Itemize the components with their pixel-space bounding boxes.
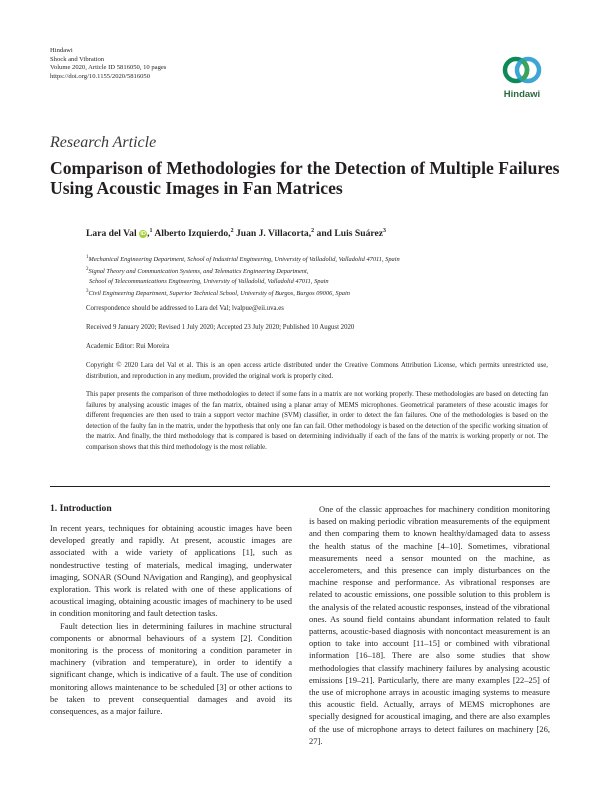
affiliation-row bbox=[86, 265, 556, 277]
affiliation-row bbox=[86, 253, 556, 265]
section-divider bbox=[50, 486, 550, 487]
orcid-icon[interactable]: iD bbox=[140, 231, 146, 238]
affiliation-text: Civil Engineering Department, Superior Technical School, University of Burgos, Burgos 09006, Spain bbox=[88, 290, 350, 298]
hindawi-logo bbox=[496, 52, 548, 102]
body-paragraph: In recent years, techniques for obtaining acoustic images have been developed greatly and rapidly. At present, acoustic images are associated with a wide variety of applications [1], such as nondestructive testing of materials, medical imaging, underwater imaging, SONAR (SOund NAvigation and Ranging), and geophysical exploration. This work is related with one of these applications of acoustical imaging, obtaining acoustic images of machinery to be used in condition monitoring and fault detection tasks. bbox=[50, 523, 292, 619]
left-column bbox=[50, 522, 292, 717]
author-name[interactable]: Lara del Val bbox=[86, 228, 137, 240]
correspondence: Correspondence should be addressed to Lara del Val; lvalpue@eii.uva.es bbox=[86, 305, 284, 312]
affiliation-row bbox=[86, 287, 556, 299]
right-column: One of the classic approaches for machinery condition monitoring is based on making periodic vibration measurements of the equipment and then comparing them to known healthy/damaged data to assess the health status of the machine [4–10]. Sometimes, vibrational measurements need a sensor mounted on the machine, as accelerometers, and this presence can imply disturbances on the machine response and performance. As vibrational responses are related to acoustic emissions, one possible solution to this problem is the analysis of the related acoustic responses, instead of the vibrational ones. As sound field contains abundant information related to fault patterns, acoustic-based diagnosis with noncontact measurement is an option to take into account [11–15] or combined with vibrational information [16–18]. There are also some studies that show methodologies that classify machinery failures by analysing acoustic emissions [19–21]. Particularly, there are many examples [22–25] of the use of microphone arrays in acoustic imaging systems to measure this acoustic field. Actually, arrays of MEMS microphones are specially designed for acoustical imaging, and there are also examples of the use of microphone arrays to detect failures on machinery [26, 27]. bbox=[309, 504, 550, 746]
affiliation-text: School of Telecommunications Engineering, University of Valladolid, Valladolid 47011, Spain bbox=[89, 278, 329, 286]
doi-link[interactable]: https://doi.org/10.1155/2020/5816050 bbox=[50, 72, 151, 80]
logo-text: Hindawi bbox=[503, 89, 541, 100]
author-affil-sup: 3 bbox=[383, 228, 386, 234]
section-heading: 1. Introduction bbox=[50, 503, 112, 514]
affiliation-text: Mechanical Engineering Department, School of Industrial Engineering, University of Valladolid, Valladolid 47011, Spain bbox=[88, 256, 400, 264]
hindawi-logo-icon bbox=[500, 52, 544, 88]
journal-meta bbox=[50, 47, 166, 81]
academic-editor: Academic Editor: Rui Moreira bbox=[86, 343, 170, 350]
author-affil-sup: 2 bbox=[230, 228, 234, 234]
affiliation-text: Signal Theory and Communication Systems, and Telematics Engineering Department, bbox=[88, 268, 309, 276]
article-type: Research Article bbox=[50, 134, 157, 151]
paper-title: Comparison of Methodologies for the Detection of Multiple Failures Using Acoustic Images in Fan Matrices bbox=[50, 158, 560, 198]
affiliation-sup: 2 bbox=[86, 267, 89, 273]
affiliation-sup: 1 bbox=[86, 255, 89, 260]
body-paragraph: Fault detection lies in determining failures in machine structural components or abnormal behaviours of a system [2]. Condition monitoring is the process of monitoring a condition parameter in machinery (vibration and temperature), in order to identify a significant change, which is indicative of a fault. The use of condition monitoring allows maintenance to be scheduled [3] or other actions to be taken to prevent consequential damages and avoid its consequences, as a major failure. bbox=[50, 620, 292, 717]
publisher-name: Hindawi bbox=[50, 47, 73, 54]
affiliation-row bbox=[86, 277, 556, 287]
author-name[interactable]: and Luis Suárez bbox=[316, 228, 383, 240]
affiliations bbox=[86, 253, 556, 299]
volume-line: Volume 2020, Article ID 5816050, 10 pages bbox=[50, 64, 167, 72]
author-affil-sup: 2 bbox=[311, 228, 315, 234]
copyright-notice: Copyright © 2020 Lara del Val et al. This is an open access article distributed under the Creative Commons Attribution License, which permits unrestricted use, distribution, and reproduction in any medium, provided the original work is properly cited. bbox=[86, 362, 548, 380]
affiliation-sup: 3 bbox=[86, 289, 89, 295]
author-list: Lara del Val iD,$^1$ Alberto Izquierdo,$^2$ Juan J. Villacorta,$^2$ and Luis Suárez$^3$ bbox=[86, 228, 386, 240]
journal-name: Shock and Vibration bbox=[50, 55, 105, 63]
author-name[interactable]: Juan J. Villacorta, bbox=[235, 228, 312, 240]
author-name[interactable]: Alberto Izquierdo, bbox=[154, 228, 231, 240]
author-affil-sup: 1 bbox=[149, 228, 153, 234]
publication-dates: Received 9 January 2020; Revised 1 July 2020; Accepted 23 July 2020; Published 10 August 2020 bbox=[86, 324, 355, 331]
abstract: This paper presents the comparison of three methodologies to detect if some fans in a matrix are not working properly. These methodologies are based on detecting fan failures by analysing acoustic images of the fan matrix, obtained using a planar array of MEMS microphones. Geometrical parameters of these acoustic images for different frequencies are then used to train a support vector machine (SVM) classifier, in order to detect the fan failures. One of the methodologies is based on the detection of the faulty fan in the matrix, under the hypothesis that only one fan can fail. Other methodology is based on the detection of the specific working situation of the matrix. And finally, the third methodology that is compared is based on determining individually if each of the fans of the matrix is working properly or not. The comparison shows that this third methodology is the most reliable. bbox=[86, 391, 548, 451]
